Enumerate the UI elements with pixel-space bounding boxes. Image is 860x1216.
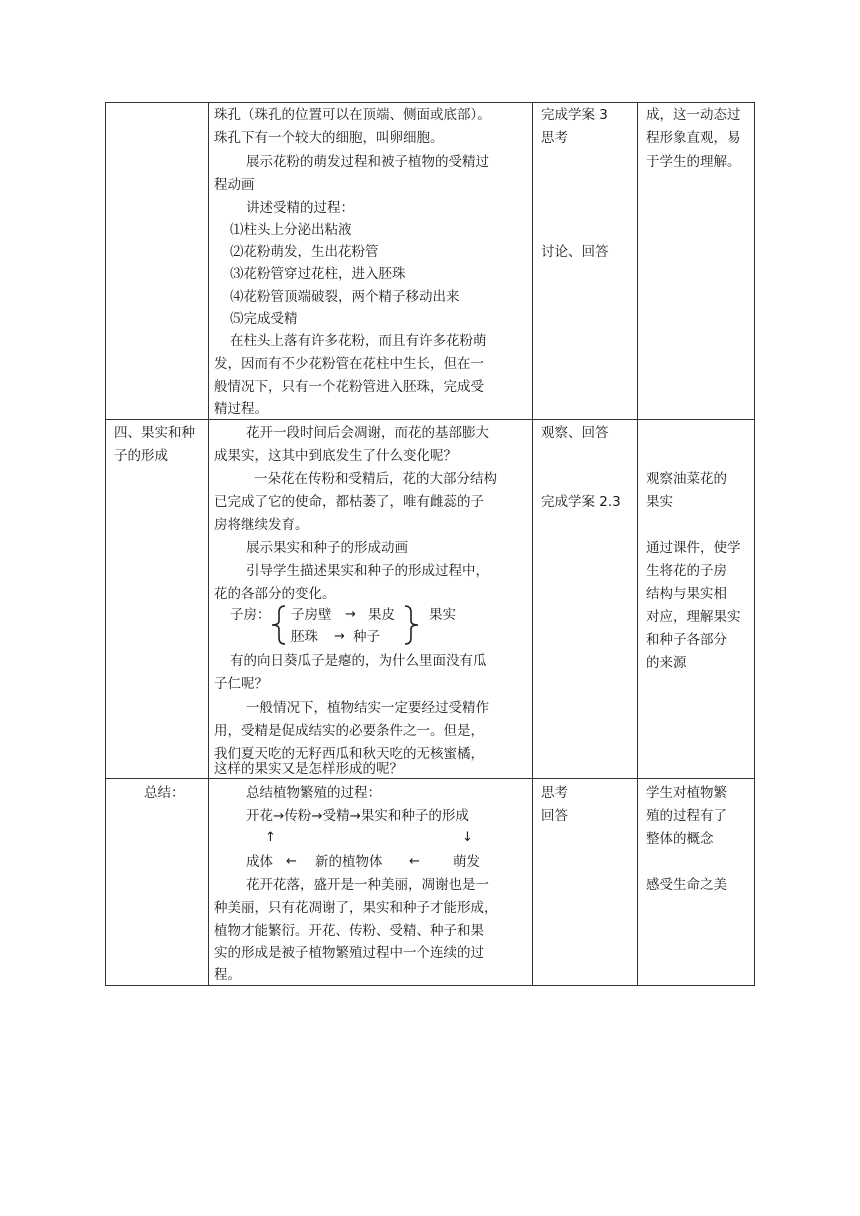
table-cell-text: 成，这一动态过 bbox=[646, 107, 741, 123]
table-cell-text: 通过课件，使学 bbox=[646, 540, 741, 556]
down-arrow-icon: ↓ bbox=[462, 830, 473, 845]
up-arrow-icon: ↑ bbox=[265, 830, 276, 845]
stage-label: 总结： bbox=[144, 785, 185, 801]
table-cell-text: 这样的果实又是怎样形成的呢？ bbox=[214, 761, 403, 777]
table-cell-text: 结构与果实相 bbox=[646, 586, 727, 602]
row-divider-2 bbox=[105, 778, 755, 779]
table-cell-text: 观察、回答 bbox=[541, 425, 609, 441]
table-cell-text: 讲述受精的过程： bbox=[246, 200, 354, 216]
table-cell-text: ⑶花粉管穿过花柱，进入胚珠 bbox=[230, 266, 406, 282]
table-cell-text: 观察油菜花的 bbox=[646, 471, 727, 487]
table-cell-text: 果实 bbox=[646, 494, 673, 510]
table-cell-text: 发，因而有不少花粉管在花柱中生长，但在一 bbox=[214, 356, 484, 372]
diagram-ovary-wall: 子房壁 bbox=[291, 607, 332, 623]
row-divider-1 bbox=[105, 419, 755, 420]
table-cell-text: 在柱头上落有许多花粉，而且有许多花粉萌 bbox=[230, 333, 487, 349]
cycle-adult: 成体 bbox=[246, 854, 273, 870]
table-cell-text: 植物才能繁衍。开花、传粉、受精、种子和果 bbox=[214, 923, 484, 939]
left-arrow-icon: ← bbox=[409, 854, 420, 869]
table-cell-text: 花开一段时间后会凋谢，而花的基部膨大 bbox=[246, 425, 489, 441]
column-divider-3 bbox=[637, 102, 638, 986]
table-cell-text: 讨论、回答 bbox=[541, 244, 609, 260]
table-cell-text: 程形象直观，易 bbox=[646, 130, 741, 146]
table-cell-text: 种美丽，只有花凋谢了，果实和种子才能形成， bbox=[214, 900, 498, 916]
table-cell-text: 总结植物繁殖的过程： bbox=[246, 785, 381, 801]
table-cell-text: 完成学案 2.3 bbox=[541, 494, 621, 510]
diagram-seed: 种子 bbox=[353, 629, 380, 645]
right-arrow-icon: → bbox=[334, 629, 345, 644]
stage-label: 四、果实和种 bbox=[114, 425, 195, 441]
table-cell-text: 成果实，这其中到底发生了什么变化呢？ bbox=[214, 448, 457, 464]
table-cell-text: 珠孔下有一个较大的细胞，叫卵细胞。 bbox=[214, 130, 444, 146]
table-cell-text: 已完成了它的使命，都枯萎了，唯有雌蕊的子 bbox=[214, 494, 484, 510]
table-cell-text: 回答 bbox=[541, 808, 568, 824]
left-brace-icon bbox=[268, 604, 288, 646]
table-cell-text: 对应，理解果实 bbox=[646, 609, 741, 625]
table-cell-text: 学生对植物繁 bbox=[646, 785, 727, 801]
table-cell-text: ⑸完成受精 bbox=[230, 311, 298, 327]
table-cell-text: 引导学生描述果实和种子的形成过程中， bbox=[246, 563, 489, 579]
table-cell-text: 一朵花在传粉和受精后，花的大部分结构 bbox=[254, 471, 497, 487]
table-cell-text: 生将花的子房 bbox=[646, 563, 727, 579]
diagram-root-label: 子房： bbox=[230, 607, 271, 623]
cycle-top-line: 开花→传粉→受精→果实和种子的形成 bbox=[246, 808, 469, 824]
table-cell-text: 子仁呢？ bbox=[214, 676, 268, 692]
table-right-border bbox=[754, 102, 755, 986]
column-divider-1 bbox=[208, 102, 209, 986]
table-cell-text: 和种子各部分 bbox=[646, 632, 727, 648]
table-bottom-border bbox=[105, 985, 755, 986]
table-cell-text: 思考 bbox=[541, 130, 568, 146]
left-arrow-icon: ← bbox=[286, 854, 297, 869]
table-cell-text: 思考 bbox=[541, 785, 568, 801]
table-cell-text: 的来源 bbox=[646, 655, 687, 671]
table-cell-text: 一般情况下，植物结实一定要经过受精作 bbox=[246, 700, 489, 716]
table-cell-text: 展示果实和种子的形成动画 bbox=[246, 540, 408, 556]
table-cell-text: 我们夏天吃的无籽西瓜和秋天吃的无核蜜橘， bbox=[214, 746, 484, 762]
table-cell-text: 整体的概念 bbox=[646, 831, 714, 847]
table-cell-text: 殖的过程有了 bbox=[646, 808, 727, 824]
column-divider-2 bbox=[532, 102, 533, 986]
diagram-ovule: 胚珠 bbox=[291, 629, 318, 645]
table-cell-text: 展示花粉的萌发过程和被子植物的受精过 bbox=[246, 154, 489, 170]
diagram-pericarp: 果皮 bbox=[368, 607, 395, 623]
table-cell-text: 用，受精是促成结实的必要条件之一。但是， bbox=[214, 723, 484, 739]
table-cell-text: 花开花落，盛开是一种美丽，凋谢也是一 bbox=[246, 877, 489, 893]
table-cell-text: 感受生命之美 bbox=[646, 877, 727, 893]
table-cell-text: ⑷花粉管顶端破裂，两个精子移动出来 bbox=[230, 289, 460, 305]
diagram-fruit: 果实 bbox=[429, 607, 456, 623]
table-cell-text: 珠孔（珠孔的位置可以在顶端、侧面或底部）。 bbox=[214, 107, 491, 123]
table-cell-text: 花的各部分的变化。 bbox=[214, 586, 336, 602]
table-cell-text: 有的向日葵瓜子是瘪的，为什么里面没有瓜 bbox=[230, 653, 487, 669]
table-cell-text: ⑴柱头上分泌出粘液 bbox=[230, 222, 352, 238]
table-cell-text: 于学生的理解。 bbox=[646, 154, 741, 170]
cycle-germinate: 萌发 bbox=[453, 854, 480, 870]
table-cell-text: 完成学案 3 bbox=[541, 107, 608, 123]
stage-label: 子的形成 bbox=[114, 448, 168, 464]
table-cell-text: 般情况下，只有一个花粉管进入胚珠，完成受 bbox=[214, 379, 484, 395]
table-top-border bbox=[105, 102, 755, 103]
table-cell-text: 程。 bbox=[214, 967, 241, 983]
table-cell-text: 精过程。 bbox=[214, 401, 268, 417]
right-arrow-icon: → bbox=[345, 607, 356, 622]
table-cell-text: ⑵花粉萌发，生出花粉管 bbox=[230, 244, 379, 260]
right-brace-icon bbox=[402, 604, 422, 646]
table-cell-text: 房将继续发育。 bbox=[214, 517, 309, 533]
cycle-new-plant: 新的植物体 bbox=[315, 854, 383, 870]
table-left-border bbox=[105, 102, 106, 986]
table-cell-text: 实的形成是被子植物繁殖过程中一个连续的过 bbox=[214, 945, 484, 961]
table-cell-text: 程动画 bbox=[214, 177, 255, 193]
